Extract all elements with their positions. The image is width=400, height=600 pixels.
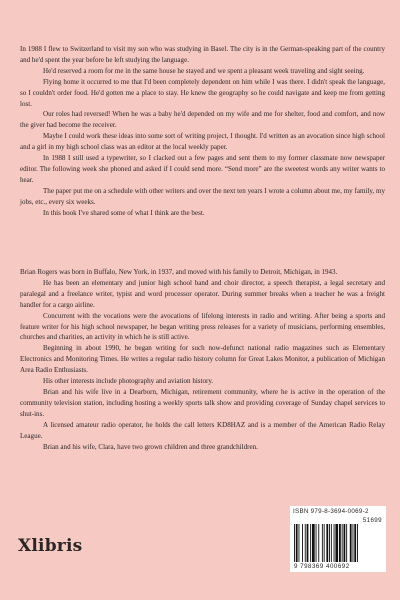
author-biography <box>20 267 385 452</box>
barcode-bar <box>335 524 338 562</box>
blurb-paragraph: He'd reserved a room for me in the same house he stayed and we spent a pleasant week traveling and sight seeing. <box>43 66 365 75</box>
blurb-paragraph: Our roles had reversed! When he was a baby he'd depended on my wife and me for shelter, food and comfort, and now the giver had become the receiver. <box>20 110 385 130</box>
barcode-bar <box>329 524 330 562</box>
barcode-bar <box>344 524 346 562</box>
ean-number: 9 798369 400692 <box>294 563 350 570</box>
bio-paragraph: His other interests include photography and aviation history. <box>43 377 214 386</box>
blurb-paragraph: In 1988 I flew to Switzerland to visit my son who was studying in Basel. The city is in the German-speaking part of the country and he'd spent the year before he left studying the language. <box>20 45 385 64</box>
bio-paragraph: Concurrent with the vocations were the avocations of lifelong interests in radio and writing. After being a sports and feature writer for his high school newspaper, he began writing press releases for a variety of musicians, performing ensembles, churches and charities, an activity in which he is still active. <box>20 311 385 342</box>
barcode-bar <box>354 524 356 562</box>
author-foreword-blurb <box>20 44 385 219</box>
bio-paragraph: Brian Rogers was born in Buffalo, New York, in 1937, and moved with his family to Detroit, Michigan, in 1943. <box>20 268 338 276</box>
bio-paragraph: Brian and his wife live in a Dearborn, Michigan, retirement community, where he is active in the operation of the community television station, including hosting a weekly sports talk show and providing coverage of Sunday chapel services to shut-ins. <box>20 387 385 418</box>
bio-paragraph: Brian and his wife, Clara, have two grown children and three grandchildren. <box>43 442 258 451</box>
barcode-bar <box>296 524 298 562</box>
bio-paragraph: A licensed amateur radio operator, he holds the call letters KD8HAZ and is a member of the American Radio Relay League. <box>20 420 385 440</box>
barcode-bar <box>305 524 306 562</box>
bio-paragraph: He has been an elementary and junior high school band and choir director, a speech therapist, a legal secretary and paralegal and a freelance writer, typist and word processor operator. During summer breaks when a teacher he was a freight handler for a cargo airline. <box>20 278 385 309</box>
barcode-bar <box>331 524 332 562</box>
isbn-barcode <box>290 506 386 572</box>
barcode-bar <box>339 524 341 562</box>
blurb-paragraph: Maybe I could work these ideas into some sort of writing project, I thought. I'd written as an avocation since high school and a girl in my high school class was an editor at the local weekly paper. <box>20 132 385 152</box>
barcode-bar <box>316 524 317 562</box>
barcode-bar <box>310 524 311 562</box>
isbn-label: ISBN 979-8-3694-0069-2 <box>293 508 369 515</box>
barcode-bar <box>322 524 323 562</box>
blurb-paragraph: In 1988 I still used a typewriter, so I clacked out a few pages and sent them to my former classmate now newspaper editor. The following week she phoned and asked if I could send more. “Send more” are the sweetest words any writer wants to hear. <box>20 154 385 184</box>
publisher-logo: Xlibris <box>18 536 83 556</box>
blurb-paragraph: In this book I've shared some of what I think are the best. <box>43 208 205 217</box>
blurb-paragraph: The paper put me on a schedule with other writers and over the next ten years I wrote a column about me, my family, my jobs, etc., every six weeks. <box>20 186 385 206</box>
barcode-bar <box>334 524 335 562</box>
bio-paragraph: Beginning in about 1990, he began writing for such now-defunct national radio magazines such as Elementary Electronics and Monitoring Times. He writes a regular radio history column for Great Lakes Monitor, a publication of Michigan Area Radio Enthusiasts. <box>20 344 385 375</box>
barcode-bar <box>326 524 328 562</box>
barcode-bar <box>342 524 343 562</box>
barcode-bar <box>294 524 295 562</box>
blurb-paragraph: Flying home it occurred to me that I'd been completely dependent on him while I was there. I didn't speak the language, so I couldn't order food. He'd gotten me a place to stay. He knew the geography so he could navigate and keep me from getting lost. <box>20 77 385 108</box>
barcode-bar <box>350 524 352 562</box>
barcode-bar <box>299 524 300 562</box>
barcode-bar <box>318 524 319 562</box>
barcode-bar <box>346 524 347 562</box>
barcode-bar <box>307 524 309 562</box>
barcode-bar <box>353 524 354 562</box>
barcode-bar <box>312 524 315 562</box>
barcode-bar <box>324 524 325 562</box>
barcode-bar <box>302 524 303 562</box>
barcode-bar <box>357 524 358 562</box>
price-code: 51699 <box>362 517 382 524</box>
barcode-bars <box>294 524 383 562</box>
